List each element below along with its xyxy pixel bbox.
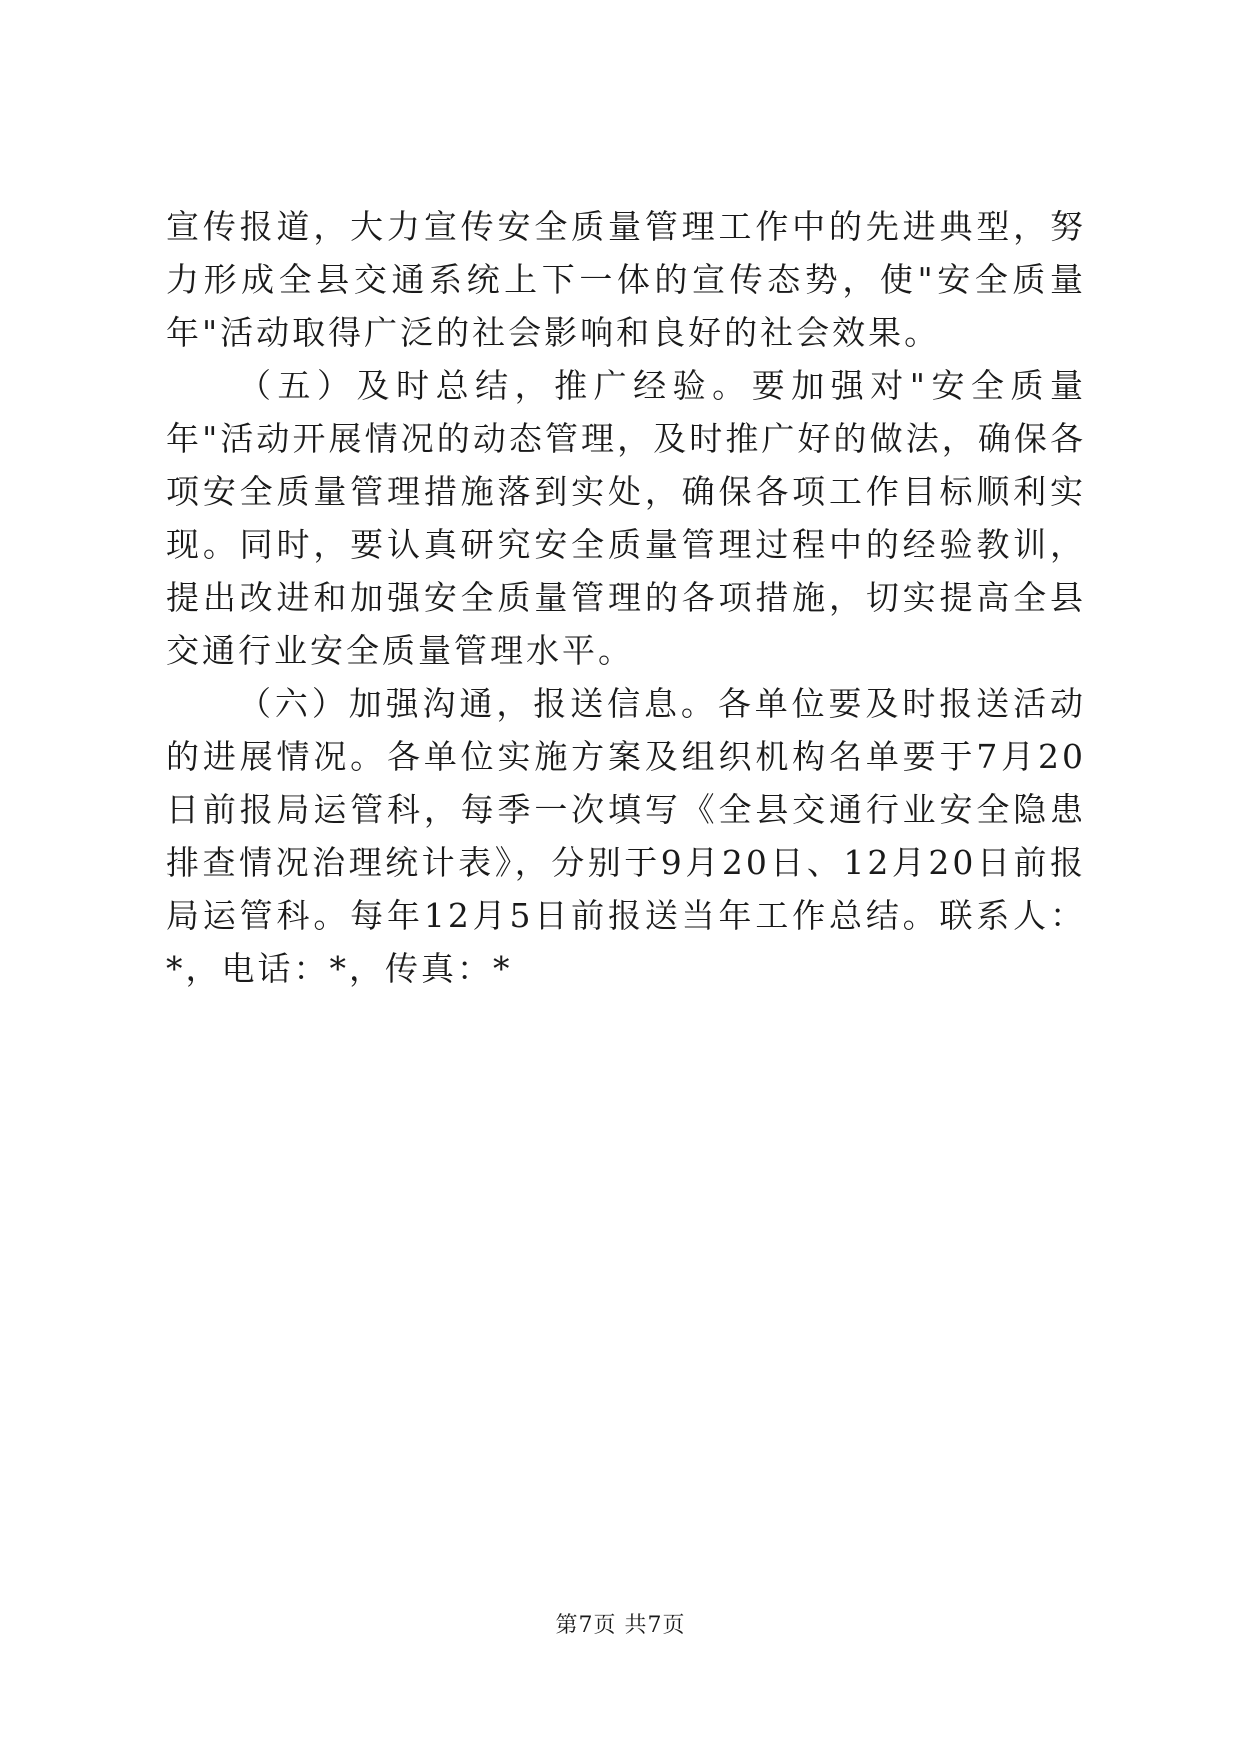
paragraph-section-5: （五）及时总结，推广经验。要加强对"安全质量年"活动开展情况的动态管理，及时推广好的做法，确保各项安全质量管理措施落到实处，确保各项工作目标顺利实现。同时，要认真研究安全质量管理过程中的经验教训，提出改进和加强安全质量管理的各项措施，切实提高全县交通行业安全质量管理水平。 [166,366,1086,670]
page-footer: 第7页 共7页 [555,1613,686,1638]
paragraph-section-6: （六）加强沟通，报送信息。各单位要及时报送活动的进展情况。各单位实施方案及组织机构名单要于7月20日前报局运管科，每季一次填写《全县交通行业安全隐患排查情况治理统计表》，分别于9月20日、12月20日前报局运管科。每年12月5日前报送当年工作总结。联系人：*，电话：*，传真：* [166,684,1086,988]
paragraph-continuation: 宣传报道，大力宣传安全质量管理工作中的先进典型，努力形成全县交通系统上下一体的宣传态势，使"安全质量年"活动取得广泛的社会影响和良好的社会效果。 [166,207,1086,352]
document-body [166,200,1086,995]
